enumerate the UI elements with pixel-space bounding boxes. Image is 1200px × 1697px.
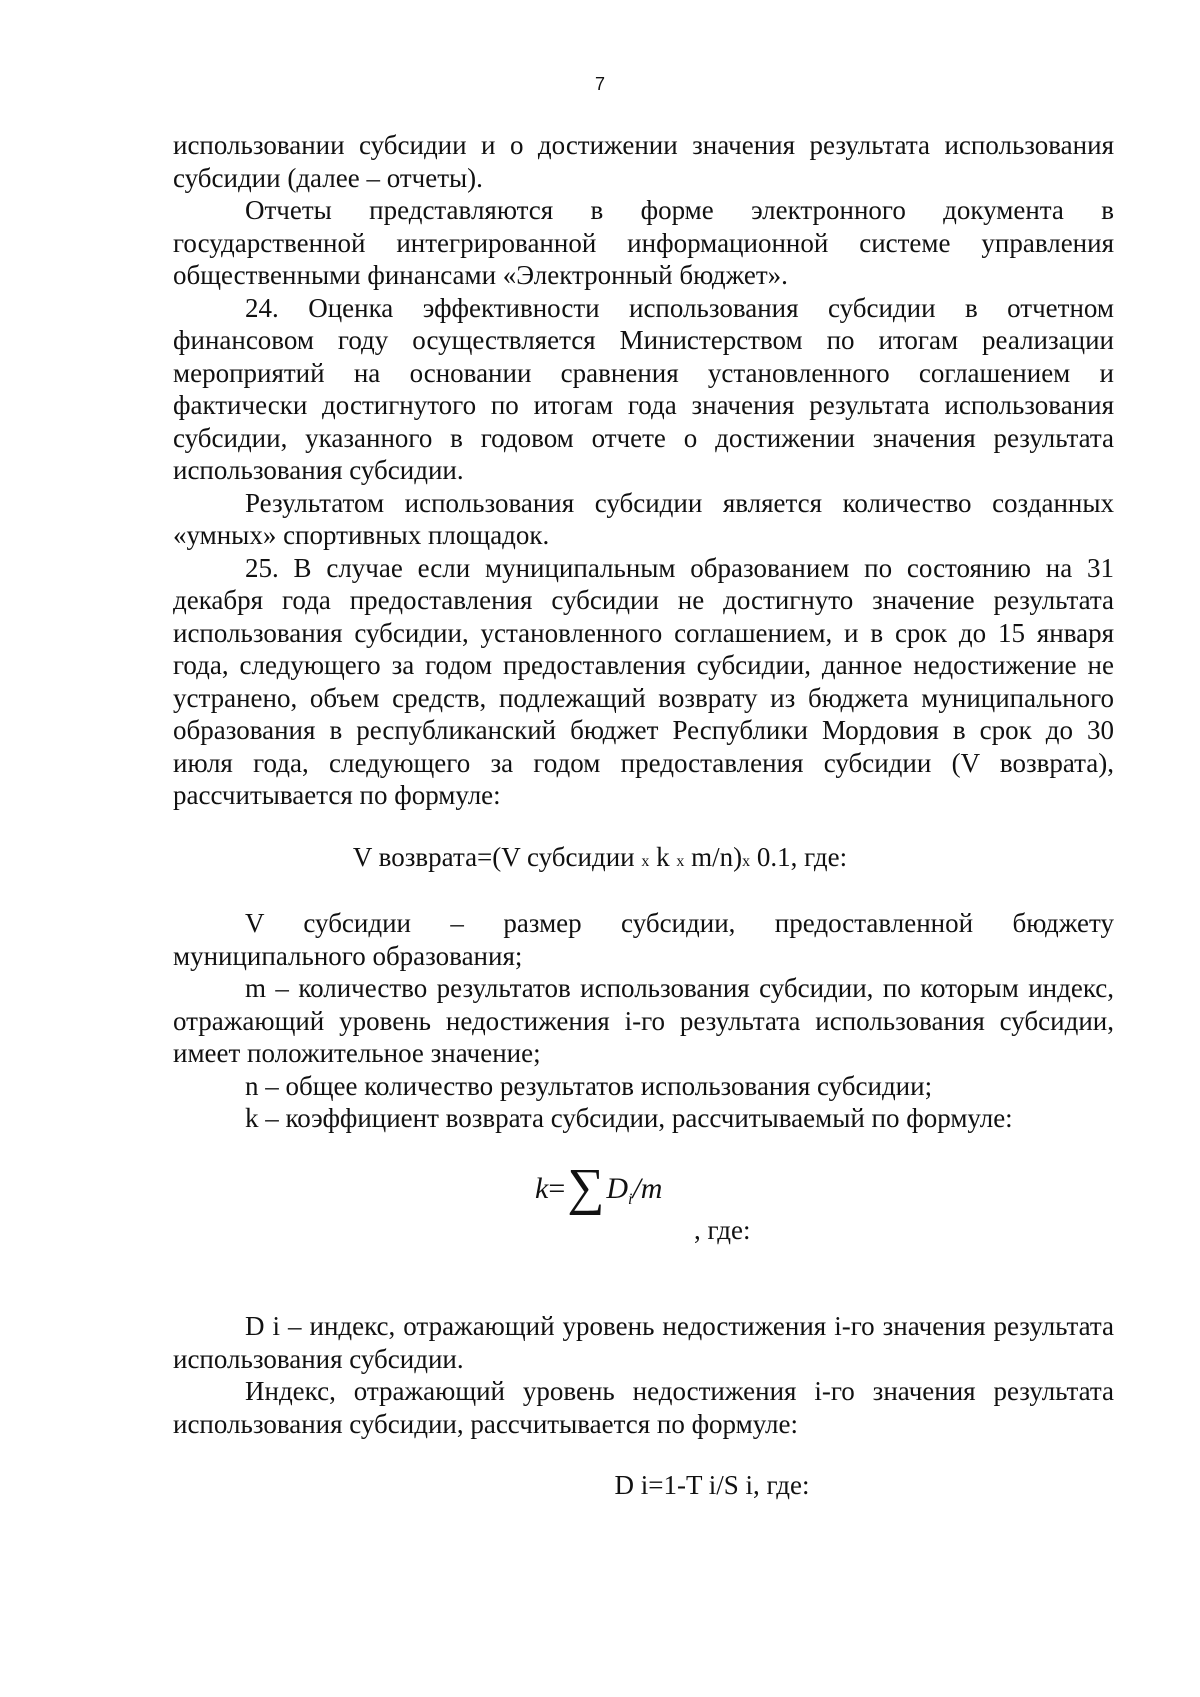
formula-v-multiply: x xyxy=(641,853,650,870)
formula-k-rest: /m xyxy=(632,1172,663,1205)
page-number: 7 xyxy=(594,74,605,94)
definition-n: n – общее количество результатов использования субсидии; xyxy=(245,1070,933,1101)
paragraph-index-formula: Индекс, отражающий уровень недостижения i-го значения результата использования субсидии, рассчитывается по формуле: xyxy=(173,1376,1114,1439)
formula-v-return xyxy=(0,841,1200,879)
paragraph-item-25: 25. В случае если муниципальным образованием по состоянию на 31 декабря года предоставления субсидии не достигнуто значение результата использования субсидии, установленного соглашением, и в срок до 15 января года, следующего за годом предоставления субсидии, данное недостижение не устранено, объем средств, подлежащий возврату из бюджета муниципального образования в республиканский бюджет Республики Мордовия в срок до 30 июля года, следующего за годом предоставления субсидии (V возврата), рассчитывается по формуле: xyxy=(173,552,1114,810)
paragraph-result-definition: Результатом использования субсидии является количество созданных «умных» спортивных площадок. xyxy=(173,487,1114,550)
definition-d-i: D i – индекс, отражающий уровень недостижения i-го значения результата использования субсидии. xyxy=(173,1311,1114,1374)
text-section-3 xyxy=(173,1310,1114,1440)
formula-k-equals: = xyxy=(548,1172,566,1205)
formula-d-i: D i=1-T i/S i, где: xyxy=(614,1470,810,1500)
sigma-symbol: ∑ xyxy=(567,1159,605,1216)
text-section-1 xyxy=(173,129,1114,812)
definition-k: k – коэффициент возврата субсидии, рассчитываемый по формуле: xyxy=(245,1103,1013,1133)
paragraph-reports-electronic: Отчеты представляются в форме электронного документа в государственной интегрированной информационной системе управления общественными финансами «Электронный бюджет». xyxy=(173,195,1114,290)
formula-v-part: m/n) xyxy=(684,842,743,872)
formula-v-part: k xyxy=(649,842,677,872)
paragraph-item-24: 24. Оценка эффективности использования субсидии в отчетном финансовом году осуществляется Министерством по итогам реализации мероприятий на основании сравнения установленного соглашением и фактически достигнутого по итогам года значения результата использования субсидии, указанного в годовом отчете о достижении значения результата использования субсидии. xyxy=(173,292,1114,485)
formula-k-lhs: k xyxy=(535,1172,549,1205)
formula-k-subscript: i xyxy=(628,1191,633,1208)
formula-v-multiply: x xyxy=(676,853,685,870)
formula-k-d: D xyxy=(606,1172,628,1205)
definition-v-subsidy: V субсидии – размер субсидии, предоставленной бюджету муниципального образования; xyxy=(173,908,1114,971)
formula-v-part: 0.1, где: xyxy=(750,842,848,872)
formula-k xyxy=(535,1159,663,1220)
formula-k-where: , где: xyxy=(694,1215,751,1245)
formula-v-part: V возврата=(V субсидии xyxy=(352,842,642,872)
paragraph-report-continuation: использовании субсидии и о достижении значения результата использования субсидии (далее – отчеты). xyxy=(173,130,1114,193)
text-section-2 xyxy=(173,907,1114,1135)
definition-m: m – количество результатов использования субсидии, по которым индекс, отражающий уровень недостижения i-го результата использования субсидии, имеет положительное значение; xyxy=(173,973,1114,1068)
formula-v-multiply: x xyxy=(742,853,751,870)
